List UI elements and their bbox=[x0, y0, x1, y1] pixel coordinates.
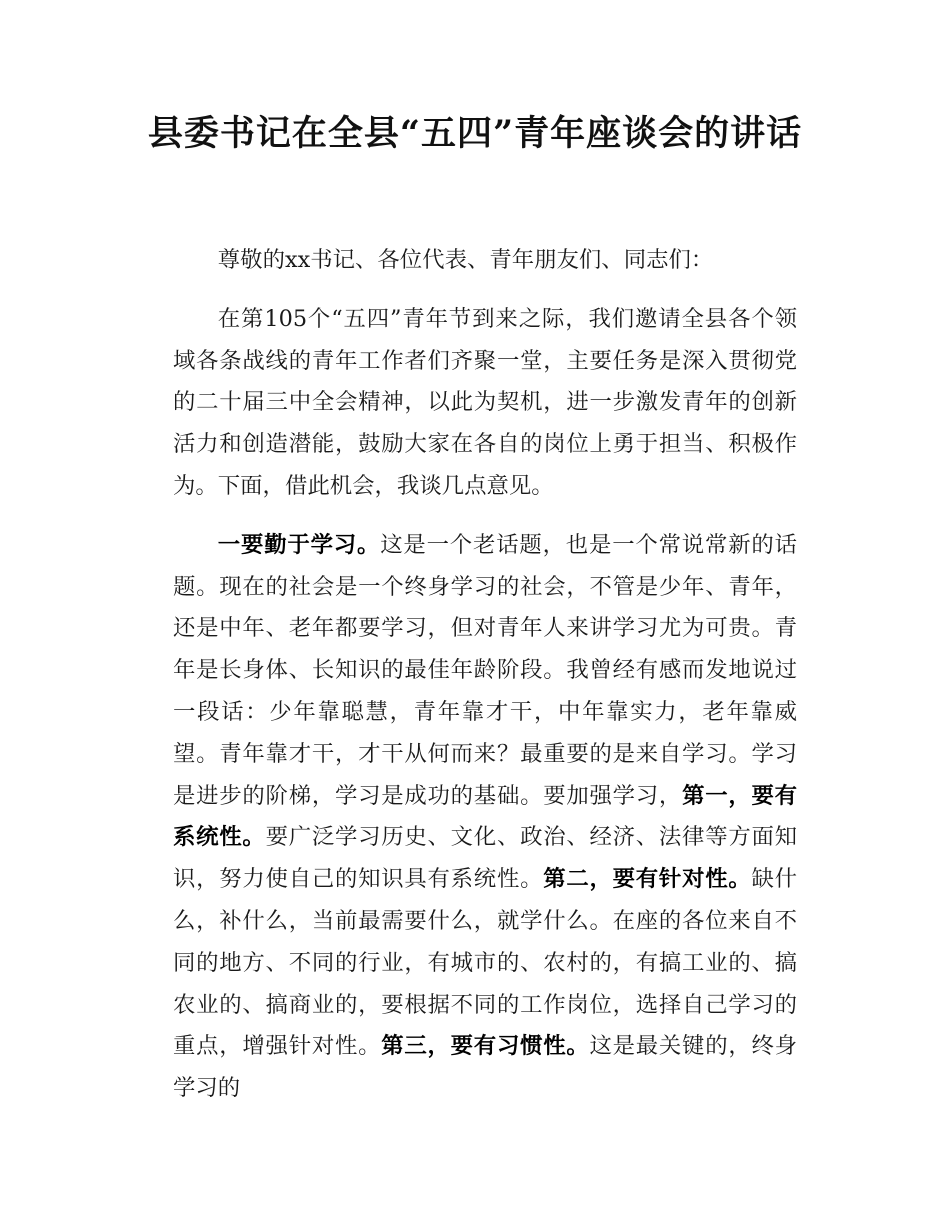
point-3-text: 这是最关键的，终身学习的 bbox=[173, 1033, 798, 1102]
point-1-text: 要广泛学习历史、文化、政治、经济、法律等方面知识，努力使自己的知识具有系统性。 bbox=[173, 824, 798, 893]
point-2-text: 缺什么，补什么，当前最需要什么，就学什么。在座的各位来自不同的地方、不同的行业，有城市的、农村的，有搞工业的、搞农业的、搞商业的，要根据不同的工作岗位，选择自己学习的重点，增强针对性。 bbox=[173, 866, 798, 1060]
point-2-heading: 第二，要有针对性。 bbox=[543, 866, 752, 893]
section-1-heading: 一要勤于学习。 bbox=[217, 531, 381, 558]
intro-paragraph: 在第105个“五四”青年节到来之际，我们邀请全县各个领域各条战线的青年工作者们齐聚一堂，主要任务是深入贯彻党的二十届三中全会精神，以此为契机，进一步激发青年的创新活力和创造潜能，鼓励大家在各自的岗位上勇于担当、积极作为。下面，借此机会，我谈几点意见。 bbox=[173, 305, 797, 499]
salutation: 尊敬的xx书记、各位代表、青年朋友们、同志们： bbox=[217, 247, 714, 273]
point-3-heading: 第三，要有习惯性。 bbox=[381, 1033, 590, 1060]
point-1-heading: 第一，要有系统性。 bbox=[173, 782, 798, 851]
section-1-text: 这是一个老话题，也是一个常说常新的话题。现在的社会是一个终身学习的社会，不管是少年、青年，还是中年、老年都要学习，但对青年人来讲学习尤为可贵。青年是长身体、长知识的最佳年龄阶段。我曾经有感而发地说过一段话：少年靠聪慧，青年靠才干，中年靠实力，老年靠威望。青年靠才干，才干从何而来？最重要的是来自学习。学习是进步的阶梯，学习是成功的基础。要加强学习， bbox=[173, 531, 798, 809]
section-1-paragraph bbox=[173, 525, 797, 1110]
document-title: 县委书记在全县“五四”青年座谈会的讲话 bbox=[147, 113, 803, 154]
document-body bbox=[173, 240, 797, 1110]
